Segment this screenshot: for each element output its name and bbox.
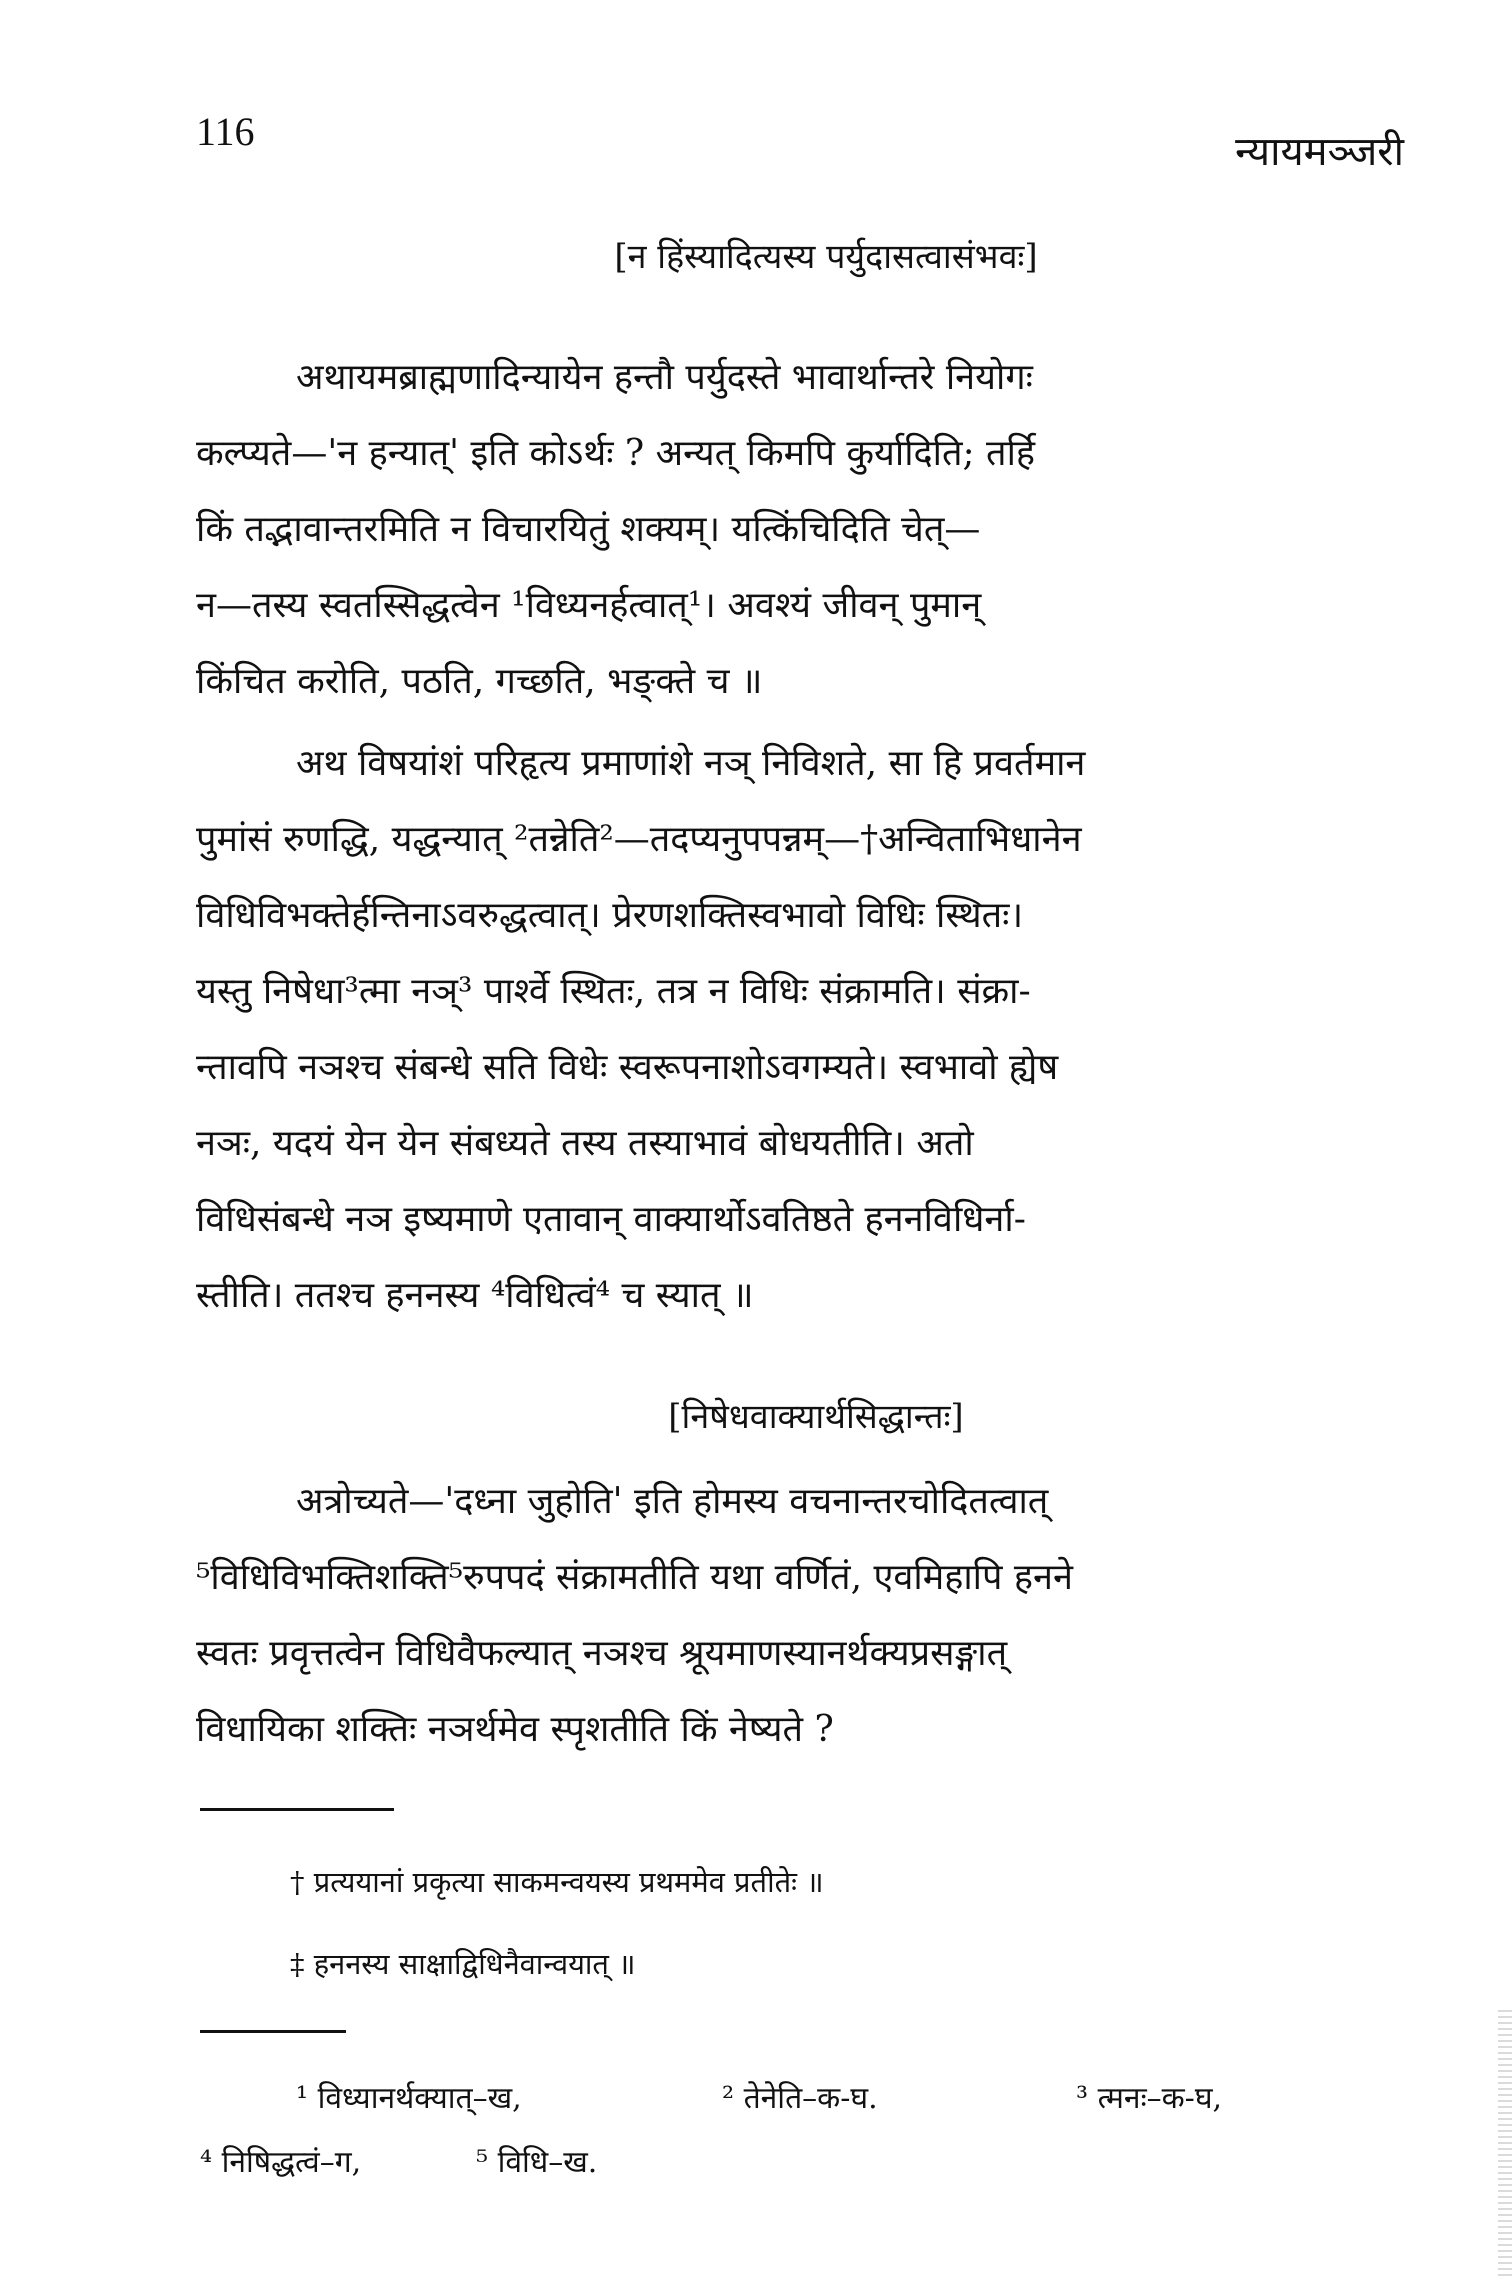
text-line: किं तद्भावान्तरमिति न विचारयितुं शक्यम्। यत्किंचिदिति चेत्—	[196, 509, 981, 550]
variant-reading: ¹ विध्यानर्थक्यात्–ख,	[296, 2081, 522, 2116]
page-number: 116	[196, 109, 255, 154]
running-title: न्यायमञ्जरी	[1235, 129, 1404, 175]
text-line: स्तीति। ततश्च हननस्य ⁴विधित्वं⁴ च स्यात् ॥	[196, 1275, 754, 1316]
scan-edge-noise	[1498, 2010, 1512, 2280]
variant-divider	[200, 2030, 346, 2033]
paragraph	[196, 726, 1406, 1334]
footnote-divider	[200, 1808, 394, 1811]
text-line: न—तस्य स्वतस्सिद्धत्वेन ¹विध्यनर्हत्वात्¹। अवश्यं जीवन् पुमान्	[196, 585, 982, 626]
text-line: अत्रोच्यते—'दध्ना जुहोति' इति होमस्य वचनान्तरचोदितत्वात्	[296, 1481, 1049, 1522]
text-line: पुमांसं रुणद्धि, यद्धन्यात् ²तन्नेति²—तदप्यनुपपन्नम्—†अन्विताभिधानेन	[196, 819, 1082, 860]
text-line: विधिविभक्तेर्हन्तिनाऽवरुद्धत्वात्। प्रेरणशक्तिस्वभावो विधिः स्थितः।	[196, 895, 1024, 936]
section-heading: [निषेधवाक्यार्थसिद्धान्तः]	[668, 1397, 964, 1437]
text-line: अथायमब्राह्मणादिन्यायेन हन्तौ पर्युदस्ते भावार्थान्तरे नियोगः	[296, 357, 1033, 398]
text-line: यस्तु निषेधा³त्मा नञ्³ पार्श्वे स्थितः, तत्र न विधिः संक्रामति। संक्रा-	[196, 971, 1031, 1012]
footnote-gloss: ‡ हननस्य साक्षाद्विधिनैवान्वयात् ॥	[290, 1947, 636, 1981]
paragraph	[196, 1464, 1406, 1768]
variant-reading: ² तेनेति–क-घ.	[722, 2081, 878, 2116]
text-line: ⁵विधिविभक्तिशक्ति⁵रुपपदं संक्रामतीति यथा वर्णितं, एवमिहापि हनने	[196, 1557, 1073, 1598]
variant-reading: ³ त्मनः–क-घ,	[1076, 2081, 1223, 2116]
paragraph	[196, 340, 1406, 720]
footnote-gloss: † प्रत्ययानां प्रकृत्या साकमन्वयस्य प्रथममेव प्रतीतेः ॥	[290, 1865, 824, 1899]
text-line: विधिसंबन्धे नञ इष्यमाणे एतावान् वाक्यार्थोऽवतिष्ठते हननविधिर्ना-	[196, 1199, 1026, 1240]
text-line: विधायिका शक्तिः नञर्थमेव स्पृशतीति किं नेष्यते ?	[196, 1709, 834, 1750]
section-heading: [न हिंस्यादित्यस्य पर्युदासत्वासंभवः]	[614, 237, 1038, 277]
text-line: स्वतः प्रवृत्तत्वेन विधिवैफल्यात् नञश्च श्रूयमाणस्यानर्थक्यप्रसङ्गात्	[196, 1633, 1008, 1674]
text-line: अथ विषयांशं परिहृत्य प्रमाणांशे नञ् निविशते, सा हि प्रवर्तमान	[296, 743, 1086, 784]
text-line: कल्प्यते—'न हन्यात्' इति कोऽर्थः ? अन्यत् किमपि कुर्यादिति; तर्हि	[196, 433, 1036, 474]
text-line: न्तावपि नञश्च संबन्धे सति विधेः स्वरूपनाशोऽवगम्यते। स्वभावो ह्येष	[196, 1047, 1059, 1088]
variant-reading: ⁵ विधि–ख.	[476, 2145, 598, 2180]
text-line: नञः, यदयं येन येन संबध्यते तस्य तस्याभावं बोधयतीति। अतो	[196, 1123, 974, 1164]
text-line: किंचित करोति, पठति, गच्छति, भङ्क्ते च ॥	[196, 661, 763, 702]
variant-reading: ⁴ निषिद्धत्वं–ग,	[200, 2145, 362, 2180]
